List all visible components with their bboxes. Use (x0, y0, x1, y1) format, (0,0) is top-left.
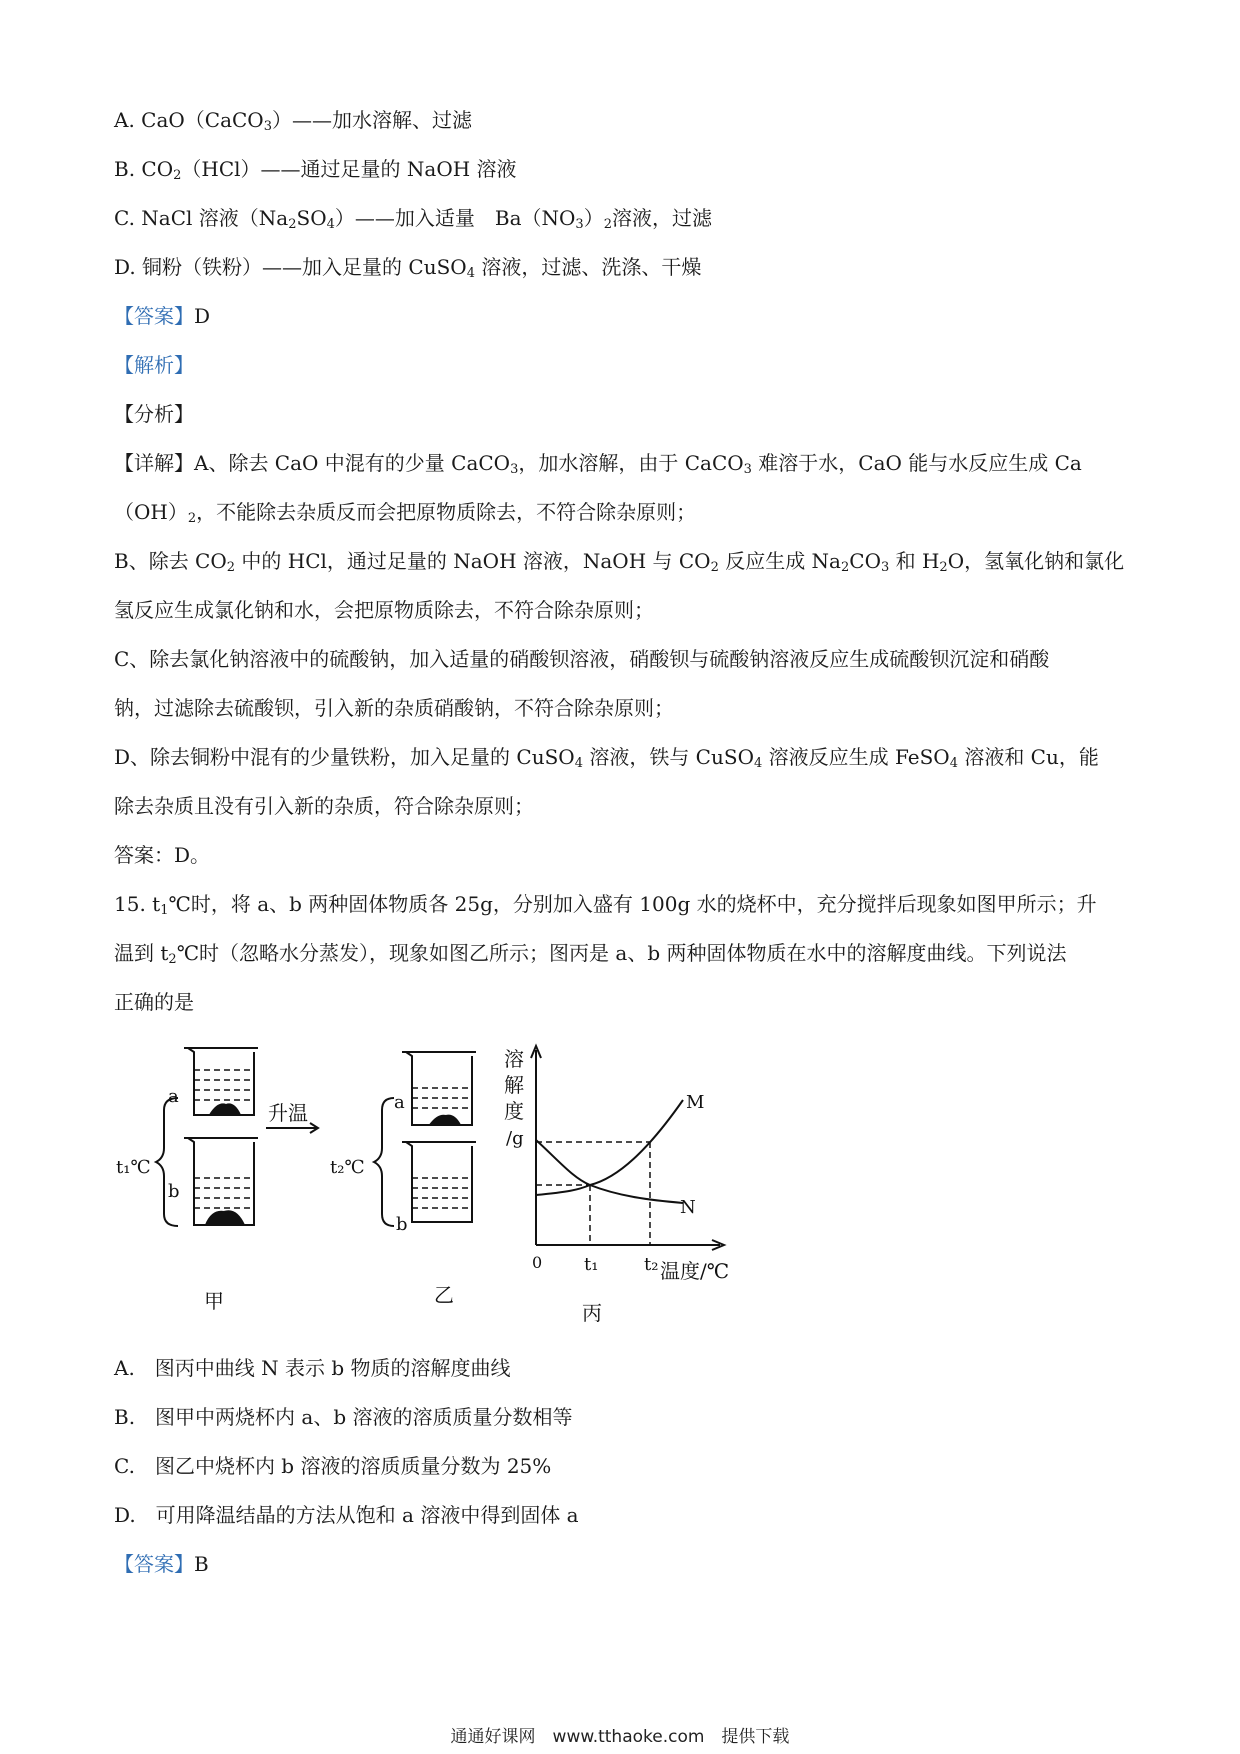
tick-t2-label: t₂ (644, 1254, 659, 1275)
detail-text: B、除去 CO (114, 549, 227, 573)
answer-tag: 【答案】 (114, 304, 194, 328)
subscript: 2 (710, 560, 719, 575)
page-footer: 通通好课网 www.tthaoke.com 提供下载 (450, 1727, 790, 1747)
yi-beaker-a (402, 1052, 476, 1125)
q14-detail-line-2 (114, 498, 696, 526)
detail-text: 中的 HCl，通过足量的 NaOH 溶液，NaOH 与 CO (235, 549, 711, 573)
curve-N-label: N (680, 1197, 696, 1218)
q14-detail-line-7 (114, 743, 1099, 771)
option-d-text: D. 铜粉（铁粉）——加入足量的 CuSO (114, 255, 467, 279)
yi-beaker-a-label: a (394, 1092, 405, 1113)
q14-detail-line-9: 答案：D。 (114, 843, 211, 867)
q15-stem-line-1 (114, 890, 1097, 918)
q14-option-d (114, 253, 701, 281)
subscript: 2 (840, 560, 850, 575)
jia-a-solid (210, 1104, 240, 1115)
subscript: 3 (510, 462, 519, 477)
detail-text: （OH） (114, 500, 188, 524)
subscript: 4 (326, 217, 335, 232)
solubility-chart (504, 1046, 729, 1283)
x-axis-label: 温度/℃ (660, 1259, 730, 1283)
caption-jia: 甲 (204, 1289, 224, 1313)
detail-text: ，加水溶解，由于 CaCO (518, 451, 744, 475)
q14-detail-line-4: 氢反应生成氯化钠和水，会把原物质除去，不符合除杂原则； (114, 598, 654, 622)
jia-brace (156, 1098, 178, 1226)
option-a-text: A. CaO（CaCO (114, 108, 264, 132)
yi-temperature-label: t₂℃ (330, 1157, 365, 1178)
q14-option-c (114, 204, 712, 232)
jia-temperature-label: t₁℃ (116, 1157, 151, 1178)
q15-answer (114, 1550, 209, 1578)
option-b-text: B. CO (114, 157, 174, 181)
stem-text: ℃时（忽略水分蒸发），现象如图乙所示；图丙是 a、b 两种固体物质在水中的溶解度曲线。下列说法 (176, 941, 1067, 965)
caption-yi: 乙 (434, 1283, 454, 1307)
q15-figure-svg (108, 1030, 828, 1330)
detail-text: 溶液反应生成 FeSO (762, 745, 950, 769)
q14-option-a (114, 106, 472, 134)
q14-answer (114, 302, 210, 330)
q14-detail-line-1 (114, 449, 1082, 477)
jia-beaker-a-label: a (168, 1086, 179, 1107)
detail-text: 【详解】A、除去 CaO 中混有的少量 CaCO (114, 451, 511, 475)
subscript: 2 (226, 560, 236, 575)
y-axis-label-1: 溶 (504, 1047, 524, 1071)
q14-option-b (114, 155, 517, 183)
yi-beaker-b (402, 1142, 476, 1222)
detail-text: ，不能除去杂质反而会把原物质除去，不符合除杂原则； (196, 500, 697, 524)
answer-value: B (194, 1552, 209, 1576)
subscript: 3 (880, 560, 890, 575)
q14-detail-line-3 (114, 547, 1124, 575)
y-axis-label-2: 解 (504, 1073, 524, 1097)
detail-text: 和 H (889, 549, 940, 573)
jia-b-solid (206, 1211, 244, 1225)
subscript: 3 (575, 217, 584, 232)
subscript: 2 (187, 511, 197, 526)
subscript: 4 (574, 756, 583, 771)
tick-t1-label: t₁ (584, 1254, 599, 1275)
q15-option-d: D. 可用降温结晶的方法从饱和 a 溶液中得到固体 a (114, 1503, 579, 1527)
yi-beaker-b-label: b (396, 1214, 408, 1235)
option-c-text: C. NaCl 溶液（Na (114, 206, 289, 230)
option-d-text: 溶液，过滤、洗涤、干燥 (474, 255, 702, 279)
option-c-text: ）——加入适量 Ba（NO (334, 206, 576, 230)
option-b-text: （HCl）——通过足量的 NaOH 溶液 (181, 157, 517, 181)
q14-jiexi-heading: 【解析】 (114, 353, 194, 377)
q14-detail-line-5: C、除去氯化钠溶液中的硫酸钠，加入适量的硝酸钡溶液，硝酸钡与硫酸钠溶液反应生成硫酸钡沉淀和硝酸 (114, 647, 1050, 671)
stem-text: ℃时，将 a、b 两种固体物质各 25g，分别加入盛有 100g 水的烧杯中，充分搅拌后现象如图甲所示；升 (168, 892, 1097, 916)
detail-text: 反应生成 Na (718, 549, 841, 573)
caption-bing: 丙 (582, 1301, 602, 1325)
y-axis-label-4: /g (506, 1128, 524, 1149)
subscript: 3 (263, 119, 272, 134)
subscript: 1 (160, 903, 169, 918)
q15-stem-line-2 (114, 939, 1067, 967)
subscript: 3 (743, 462, 752, 477)
origin-label: 0 (532, 1253, 543, 1272)
y-axis-label-3: 度 (504, 1099, 524, 1123)
q14-fenxi-heading: 【分析】 (114, 402, 194, 426)
detail-text: 溶液，铁与 CuSO (582, 745, 754, 769)
option-a-text: ）——加水溶解、过滤 (272, 108, 472, 132)
jia-beaker-b (184, 1138, 258, 1225)
subscript: 4 (949, 756, 958, 771)
stem-text: 温到 t (114, 941, 169, 965)
jia-beaker-b-label: b (168, 1181, 180, 1202)
detail-text: O，氢氧化钠和氯化 (947, 549, 1125, 573)
answer-tag: 【答案】 (114, 1552, 194, 1576)
q14-detail-line-6: 钠，过滤除去硫酸钡，引入新的杂质硝酸钠，不符合除杂原则； (114, 696, 674, 720)
option-c-text: 溶液，过滤 (611, 206, 712, 230)
subscript: 2 (173, 168, 182, 183)
arrow-label: 升温 (268, 1101, 308, 1125)
jia-beaker-a (184, 1048, 258, 1115)
detail-text: 难溶于水，CaO 能与水反应生成 Ca (751, 451, 1082, 475)
q15-option-a: A. 图丙中曲线 N 表示 b 物质的溶解度曲线 (114, 1356, 511, 1380)
answer-value: D (194, 304, 211, 328)
detail-text: CO (849, 549, 881, 573)
yi-a-solid (430, 1116, 460, 1125)
q15-option-b: B. 图甲中两烧杯内 a、b 溶液的溶质质量分数相等 (114, 1405, 573, 1429)
curve-M-label: M (686, 1092, 705, 1113)
detail-text: D、除去铜粉中混有的少量铁粉，加入足量的 CuSO (114, 745, 575, 769)
q15-figure (108, 1030, 828, 1330)
stem-text: 15. t (114, 892, 161, 916)
curve-M (536, 1100, 683, 1195)
subscript: 2 (168, 952, 177, 967)
q14-detail-line-8: 除去杂质且没有引入新的杂质，符合除杂原则； (114, 794, 534, 818)
option-c-text: SO (296, 206, 327, 230)
q15-stem-line-3: 正确的是 (114, 990, 194, 1014)
subscript: 4 (753, 756, 763, 771)
subscript: 2 (939, 560, 948, 575)
subscript: 2 (603, 217, 612, 232)
detail-text: 溶液和 Cu，能 (957, 745, 1099, 769)
q15-option-c: C. 图乙中烧杯内 b 溶液的溶质质量分数为 25% (114, 1454, 552, 1478)
option-c-text: ） (583, 206, 604, 230)
subscript: 2 (288, 217, 297, 232)
subscript: 4 (466, 266, 475, 281)
yi-brace (374, 1098, 394, 1226)
